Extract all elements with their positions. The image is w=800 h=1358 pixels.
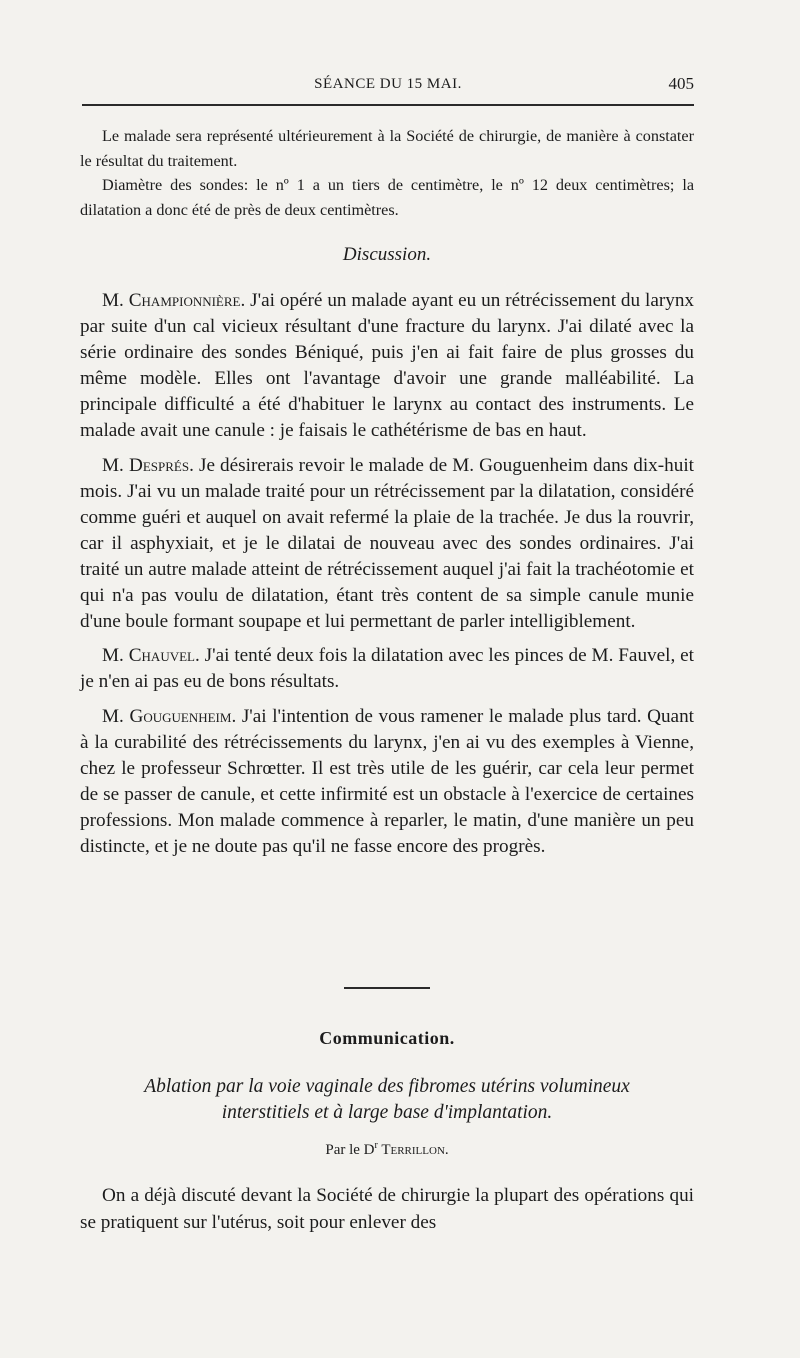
intro-block <box>80 124 694 222</box>
intro-paragraph-1: Le malade sera représenté ultérieurement à la Société de chirurgie, de manière à constater le résultat du traitement. <box>80 127 694 170</box>
discussion-block <box>80 288 694 868</box>
speaker-text: . J'ai l'intention de vous ramener le malade plus tard. Quant à la curabilité des rétrécissements du larynx, j'en ai vu des exemples à Vienne, chez le professeur Schrœtter. Il est très utile de les guérir, car cela leur permet de se passer de canule, et cette infirmité est un obstacle à l'exercice de certaines professions. Mon malade commence à reparler, le matin, d'une manière un peu distincte, et je ne doute pas qu'il ne fasse encore des progrès. <box>80 705 695 857</box>
speaker-name: Championnière <box>128 290 241 311</box>
running-title-month: MAI. <box>422 76 462 92</box>
article-opening <box>80 1182 694 1236</box>
article-title-line-1: Ablation par la voie vaginale des fibromes utérins volumineux <box>144 1076 630 1097</box>
byline-author: Terrillon. <box>377 1142 449 1158</box>
running-head <box>82 74 694 98</box>
header-rule <box>82 104 694 106</box>
running-title-day: 15 <box>406 76 423 92</box>
byline-prefix: Par le D <box>325 1142 375 1158</box>
page-number: 405 <box>668 74 694 93</box>
speaker-prefix: M. <box>102 705 130 727</box>
speaker-prefix: M. <box>102 645 129 666</box>
speaker-name: Després <box>128 454 190 476</box>
article-title-line-2: interstitiels et à large base d'implantation. <box>221 1102 553 1123</box>
discussion-heading: Discussion. <box>342 244 432 265</box>
section-divider <box>344 987 430 989</box>
intro-paragraph-2: Diamètre des sondes: le nº 1 a un tiers de centimètre, le nº 12 deux centimètres; la dilatation a donc été de près de deux centimètres. <box>80 176 694 219</box>
speaker-text: . J'ai tenté deux fois la dilatation avec les pinces de M. Fauvel, et je n'en ai pas eu de bons résultats. <box>80 645 695 692</box>
speaker-prefix: M. <box>102 454 129 476</box>
speaker-prefix: M. <box>102 290 129 311</box>
speaker-paragraph-championniere <box>80 288 694 444</box>
speaker-name: Chauvel <box>128 645 195 666</box>
byline <box>80 1140 694 1159</box>
running-title-session: SÉANCE DU <box>314 76 407 92</box>
communication-heading: Communication. <box>319 1028 455 1048</box>
speaker-name: Gouguenheim <box>129 705 232 727</box>
speaker-paragraph-gouguenheim <box>80 704 694 860</box>
speaker-paragraph-chauvel <box>80 643 694 695</box>
running-title <box>82 76 694 93</box>
article-title <box>80 1074 694 1126</box>
speaker-text: . Je désirerais revoir le malade de M. Gouguenheim dans dix-huit mois. J'ai vu un malade traité pour un rétrécissement par la dilatation, considéré comme guéri et auquel on avait refermé la plaie de la trachée. Je dus la rouvrir, car il asphyxiait, et je le dilatai de nouveau avec des sondes ordinaires. J'ai traité un autre malade atteint de rétrécissement auquel j'ai fait la trachéotomie et qui n'a pas voulu de dilatation, étant très content de sa simple canule munie d'une boule formant soupape et lui permettant de parler intelligiblement. <box>80 454 695 632</box>
speaker-paragraph-despres <box>80 453 694 635</box>
speaker-text: . J'ai opéré un malade ayant eu un rétrécissement du larynx par suite d'un cal vicieux résultant d'une fracture du larynx. J'ai dilaté avec la série ordinaire des sondes Béniqué, puis j'en ai fait faire de plus grosses du même modèle. Elles ont l'avantage d'avoir une grande malléabilité. La principale difficulté a été d'habituer le larynx au contact des instruments. Le malade avait une canule : je faisais le cathétérisme de bas en haut. <box>80 290 695 441</box>
article-opening-paragraph: On a déjà discuté devant la Société de chirurgie la plupart des opérations qui se pratiquent sur l'utérus, soit pour enlever des <box>80 1185 694 1233</box>
byline-sup: r <box>374 1140 378 1151</box>
